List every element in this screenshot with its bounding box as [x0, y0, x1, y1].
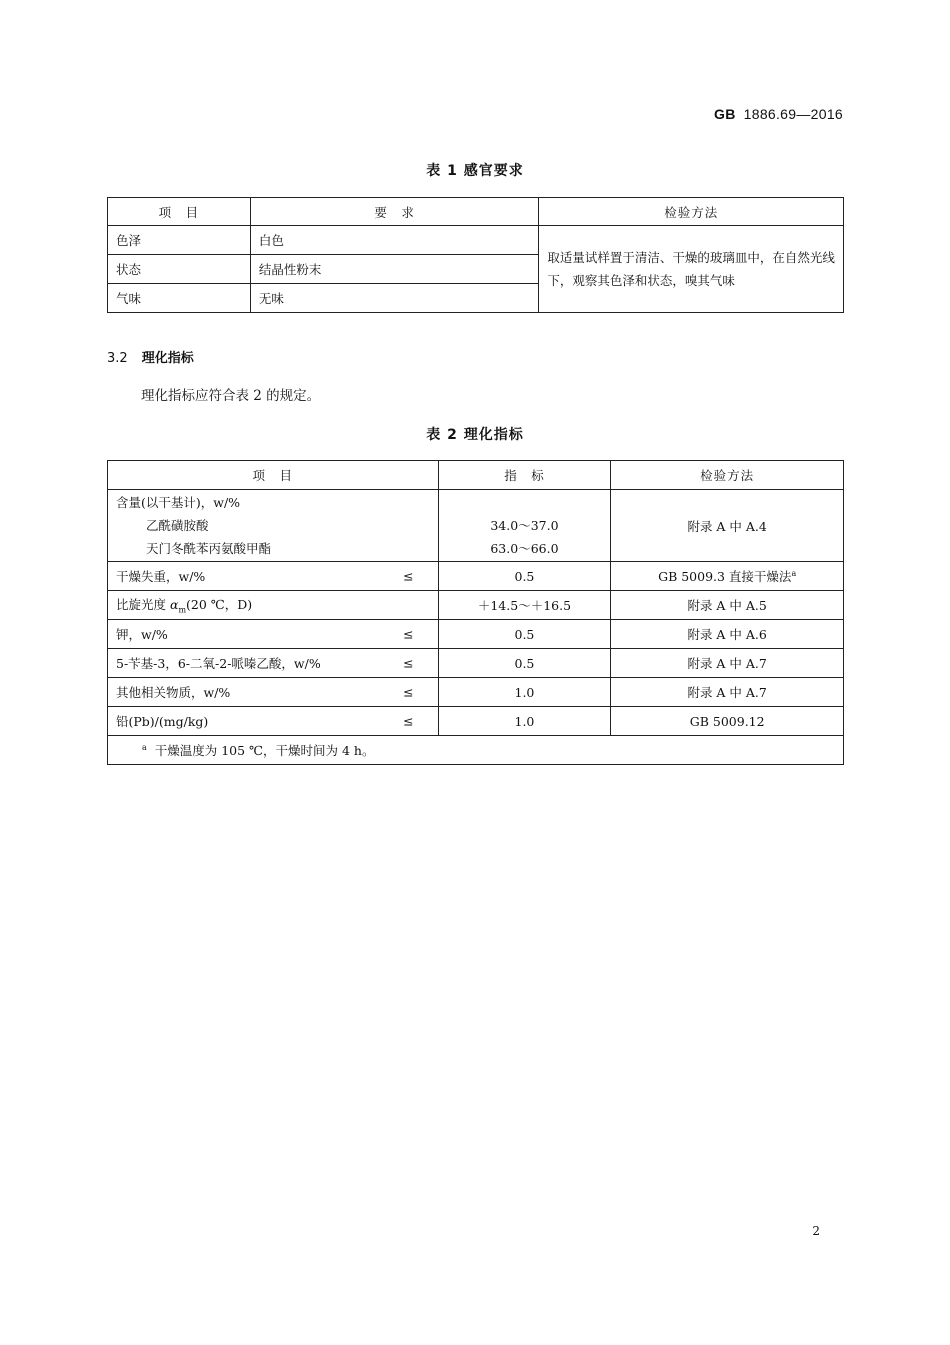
table2-method: GB 5009.12 — [611, 707, 844, 736]
footnote-mark: a — [791, 568, 797, 578]
table2-item-cell — [108, 678, 439, 707]
content-head: 含量(以干基计)，w/% — [116, 494, 241, 510]
table-row — [108, 562, 844, 591]
le-symbol: ≤ — [403, 684, 414, 700]
table1-method: 取适量试样置于清洁、干燥的玻璃皿中，在自然光线下，观察其色泽和状态，嗅其气味 — [539, 226, 844, 313]
section-title: 理化指标 — [141, 351, 194, 366]
section-number: 3.2 — [107, 351, 128, 366]
le-symbol: ≤ — [403, 655, 414, 671]
footnote-mark: a — [142, 742, 147, 752]
table2-header-method: 检验方法 — [611, 461, 844, 490]
table2-item: 其他相关物质，w/% — [116, 685, 231, 700]
table2-value: 1.0 — [438, 678, 611, 707]
standard-number: 1886.69—2016 — [743, 106, 843, 122]
table1-header-row — [108, 198, 844, 226]
alpha-symbol: α — [169, 597, 179, 613]
table-row — [108, 226, 844, 255]
sensory-requirements-table — [107, 197, 844, 313]
table2-item-cell — [108, 591, 439, 620]
content-sub-item: 乙酰磺胺酸 — [146, 517, 209, 533]
table2-item-suffix: (20 ℃，D) — [186, 597, 253, 613]
table2-method: 附录 A 中 A.6 — [611, 620, 844, 649]
table2-note-cell — [108, 736, 844, 765]
table2-item: 钾，w/% — [116, 627, 168, 642]
table1-caption: 表 1 感官要求 — [426, 163, 524, 179]
content-sub-value: 63.0～66.0 — [490, 540, 559, 556]
table2-value: 0.5 — [438, 620, 611, 649]
table2-method: 附录 A 中 A.7 — [611, 678, 844, 707]
table2-value: 1.0 — [438, 707, 611, 736]
table2-item-cell — [108, 707, 439, 736]
table1-item: 色泽 — [108, 226, 251, 255]
content-sub-value: 34.0～37.0 — [490, 517, 559, 533]
table1-header-requirement: 要 求 — [250, 198, 539, 226]
content-method: 附录 A 中 A.4 — [611, 490, 844, 562]
content-item-cell — [108, 490, 439, 562]
alpha-subscript: m — [178, 605, 187, 615]
table2-method: 附录 A 中 A.5 — [611, 591, 844, 620]
table2-caption: 表 2 理化指标 — [426, 427, 524, 443]
standard-code — [714, 106, 843, 122]
section-heading — [107, 347, 194, 366]
table2-value: 0.5 — [438, 562, 611, 591]
table2-header-item: 项 目 — [108, 461, 439, 490]
body-paragraph: 理化指标应符合表 2 的规定。 — [141, 388, 321, 404]
table-row — [108, 591, 844, 620]
table2-item-cell — [108, 620, 439, 649]
table2-item-cell — [108, 562, 439, 591]
content-value-cell — [438, 490, 611, 562]
table2-item: 干燥失重，w/% — [116, 569, 206, 584]
table-row — [108, 490, 844, 562]
table2-item-prefix: 比旋光度 — [116, 597, 170, 613]
table-row — [108, 620, 844, 649]
table2-method: 附录 A 中 A.7 — [611, 649, 844, 678]
table-row — [108, 678, 844, 707]
table2-item: 铅(Pb)/(mg/kg) — [116, 714, 209, 729]
table2-value: ＋14.5～＋16.5 — [438, 591, 611, 620]
table2-item: 5-苄基-3，6-二氧-2-哌嗪乙酸，w/% — [116, 656, 321, 671]
le-symbol: ≤ — [403, 713, 414, 729]
table2-value: 0.5 — [438, 649, 611, 678]
table1-item: 状态 — [108, 255, 251, 284]
table1-item: 气味 — [108, 284, 251, 313]
physicochemical-table — [107, 460, 844, 765]
table-row — [108, 649, 844, 678]
table1-header-item: 项 目 — [108, 198, 251, 226]
table2-method-cell — [611, 562, 844, 591]
table1-requirement: 结晶性粉末 — [250, 255, 539, 284]
le-symbol: ≤ — [403, 626, 414, 642]
standard-prefix: GB — [714, 106, 736, 122]
content-sub-item: 天门冬酰苯丙氨酸甲酯 — [146, 540, 272, 556]
table1-header-method: 检验方法 — [539, 198, 844, 226]
table2-header-row — [108, 461, 844, 490]
le-symbol: ≤ — [403, 568, 414, 584]
page-number: 2 — [812, 1224, 820, 1238]
table2-method: GB 5009.3 直接干燥法 — [658, 569, 792, 584]
table2-note-row — [108, 736, 844, 765]
table1-requirement: 白色 — [250, 226, 539, 255]
table1-requirement: 无味 — [250, 284, 539, 313]
table-row — [108, 707, 844, 736]
table2-note: 干燥温度为 105 ℃，干燥时间为 4 h。 — [154, 743, 375, 758]
table2-header-value: 指 标 — [438, 461, 611, 490]
table2-item-cell — [108, 649, 439, 678]
